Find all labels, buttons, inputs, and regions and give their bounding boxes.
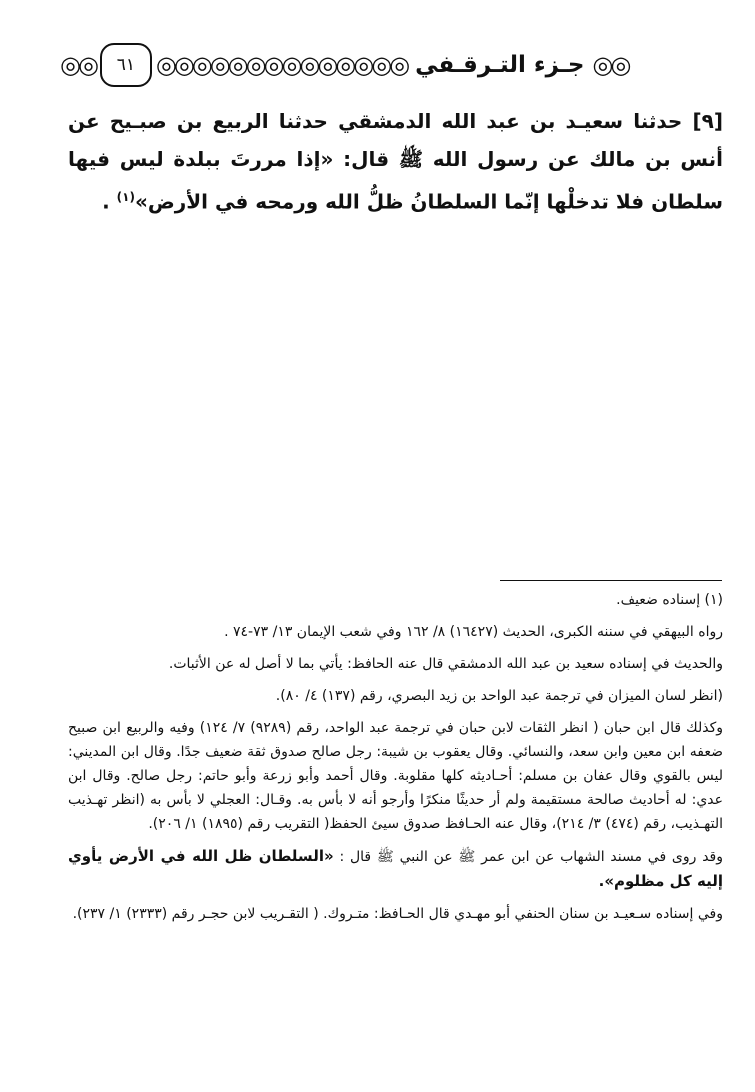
footnote-line: رواه البيهقي في سننه الكبرى، الحديث (١٦٤٢٧) ٨/ ١٦٢ وفي شعب الإيمان ١٣/ ٧٣-٧٤ . (224, 624, 723, 640)
footnote-line: وفي إسناده سـعيـد بن سنان الحنفي أبو مهـدي قال الحـافظ: متـروك. ( التقـريب لابن حجـر رقم (٢٣٣٣) ١/ ٢٣٧). (72, 906, 723, 922)
footnote-quote: «السلطان ظل الله في الأرض يأوي إليه كل مظلوم». (68, 847, 723, 890)
footnotes (68, 588, 723, 934)
footnote-prefix: وقد روى في مسند الشهاب عن ابن عمر ﷺ عن النبي ﷺ قال : (339, 849, 723, 865)
footnote-divider (500, 580, 722, 581)
ornament-middle: ◎◎◎◎◎◎◎◎◎◎◎◎◎◎ (155, 51, 408, 79)
footnote-line: (انظر لسان الميزان في ترجمة عبد الواحد بن زيد البصري، رقم (١٣٧) ٤/ ٨٠). (275, 688, 723, 704)
hadith-text (68, 102, 723, 221)
footnote-ref: (١) (116, 190, 135, 204)
footnote-line (68, 844, 723, 894)
footnote-line: وكذلك قال ابن حبان ( انظر الثقات لابن حبان في ترجمة عبد الواحد، رقم (٩٢٨٩) ٧/ ١٢٤) وفيه والربيع ابن صبيح ضعفه ابن معين وابن سعد، والنسائي. وقال يعقوب بن شيبة: رجل صالح صدوق ثقة ضعيف جدًا. وقال ابن المديني: ليس بالقوي وقال عفان بن مسلم: أحـاديثه كلها مقلوبة. وقال أحمد وأبو زرعة وأبو حاتم: رجل صالح. وقال ابن عدي: له أحاديث صالحة مستقيمة ولم أر حديثًا منكرًا وأرجو أنه لا بأس به. وقـال: العجلي لا بأس به (انظر تهـذيب التهـذيب، رقم (٤٧٤) ٣/ ٢١٤)، وقال عنه الحـافظ صدوق سيئ الحفظ( التقريب رقم (١٨٩٥) ١/ ٢٠٦). (68, 720, 723, 832)
hadith-chain: حدثنا سعيـد بن عبد الله الدمشقي حدثنا الربيع بن صبـيح عن أنس بن مالك عن رسول الله ﷺ قال: (68, 109, 724, 171)
footnote-line: (١) إسناده ضعيف. (616, 592, 723, 608)
ornament-left: ◎◎ (60, 51, 96, 79)
ornament-right: ◎◎ (592, 51, 629, 79)
footnote-line: والحديث في إسناده سعيد بن عبد الله الدمشقي قال عنه الحافظ: يأتي بما لا أصل له عن الأثبات. (168, 656, 723, 672)
hadith-number: [٩] (692, 109, 723, 133)
page-header (60, 40, 718, 90)
page-number: ٦١ (100, 43, 152, 87)
hadith-end: . (102, 189, 110, 214)
book-title: جـزء التـرقـفي (415, 52, 585, 78)
hadith-matn: «إذا مررتَ ببلدة ليس فيها سلطان فلا تدخلْها إنّما السلطانُ ظلُّ الله ورمحه في الأرض» (68, 147, 723, 214)
